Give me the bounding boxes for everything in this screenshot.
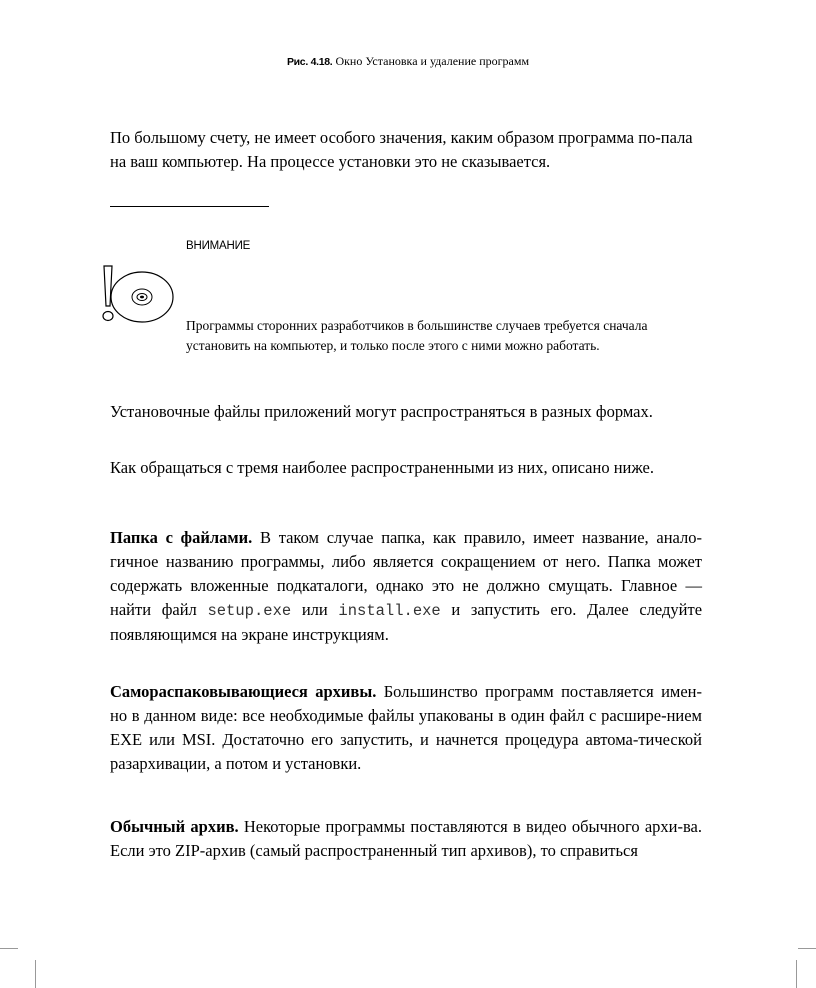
section-zip	[110, 815, 702, 863]
crop-mark-left-horizontal	[0, 948, 18, 949]
crop-mark-right-vertical	[796, 960, 797, 988]
paragraph-forms	[110, 400, 702, 424]
section-folder-line-1-text: В таком случае папка, как правило, имеет название, анало-	[259, 528, 702, 547]
section-zip-line-1-text: Некоторые программы поставляются в видео обычного архи-ва.	[243, 817, 703, 836]
note-title: ВНИМАНИЕ	[186, 240, 251, 252]
section-sfx-line-2: но в данном виде: все необходимые файлы упакованы в один файл с расшире-нием	[110, 706, 702, 725]
section-sfx-heading: Самораспаковывающиеся архивы.	[110, 682, 377, 701]
setup-exe-filename: setup.exe	[207, 602, 292, 620]
section-zip-line-2: Если это ZIP-архив (самый распространенный тип архивов), то справиться	[110, 841, 638, 860]
section-sfx-line-4: разархивации, а потом и установки.	[110, 754, 362, 773]
paragraph-intro-line-2: на ваш компьютер. На процессе установки это не сказывается.	[110, 152, 551, 171]
section-sfx	[110, 680, 702, 776]
paragraph-how-to-text: Как обращаться с тремя наиболее распространенными из них, описано ниже.	[110, 458, 654, 477]
figure-caption-text: Окно Установка и удаление программ	[335, 54, 530, 68]
section-folder-line-3: содержать вложенные подкаталоги, однако это не должно смущать. Главное —	[110, 576, 702, 595]
section-zip-line-1	[110, 815, 702, 839]
section-folder-heading: Папка с файлами.	[110, 528, 253, 547]
crop-mark-left-vertical	[35, 960, 36, 988]
note-text-line-2: установить на компьютер, и только после этого с ними можно работать.	[186, 338, 600, 353]
section-folder-line-4-b: или	[301, 600, 328, 619]
separator-rule	[110, 206, 269, 207]
section-folder-line-4-a: найти файл	[110, 600, 197, 619]
section-sfx-line-1	[110, 680, 702, 704]
paragraph-forms-text: Установочные файлы приложений могут распространяться в разных формах.	[110, 402, 653, 421]
section-folder	[110, 526, 702, 647]
paragraph-intro-line-1: По большому счету, не имеет особого значения, каким образом программа по-пала	[110, 128, 693, 147]
note-text-line-1: Программы сторонних разработчиков в большинстве случаев требуется сначала	[186, 318, 648, 333]
section-folder-line-5: появляющимся на экране инструкциям.	[110, 625, 389, 644]
section-folder-line-1	[110, 526, 702, 550]
paragraph-intro	[110, 126, 702, 174]
section-zip-heading: Обычный архив.	[110, 817, 239, 836]
section-folder-line-4	[110, 598, 702, 623]
warning-cd-icon	[92, 262, 176, 329]
install-exe-filename: install.exe	[338, 602, 441, 620]
section-folder-line-4-c: и запустить его. Далее следуйте	[451, 600, 703, 619]
crop-mark-right-horizontal	[798, 948, 816, 949]
section-folder-line-2: гичное названию программы, либо является сокращением от него. Папка может	[110, 552, 702, 571]
figure-caption-label: Рис. 4.18.	[286, 56, 333, 68]
note-text	[186, 316, 656, 356]
section-sfx-line-3: EXE или MSI. Достаточно его запустить, и начнется процедура автома-тической	[110, 730, 702, 749]
paragraph-how-to	[110, 456, 702, 480]
section-sfx-line-1-text: Большинство программ поставляется имен-	[383, 682, 702, 701]
figure-caption	[0, 53, 816, 70]
